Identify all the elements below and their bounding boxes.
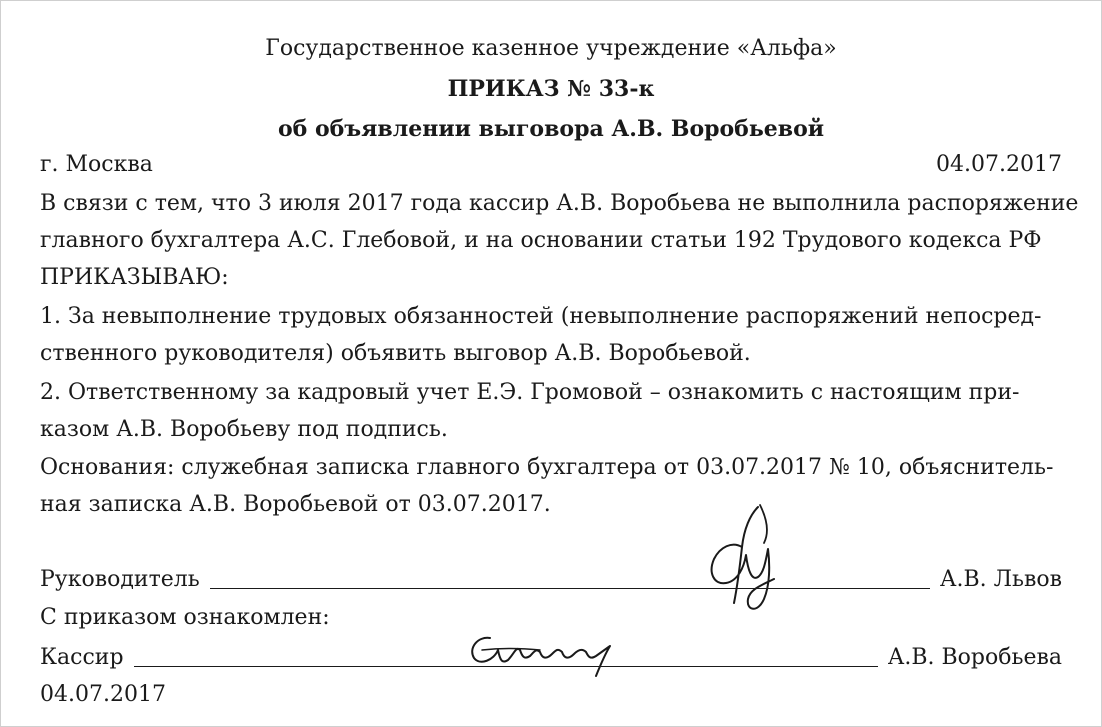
body-line: 1. За невыполнение трудовых обязанностей (невыполнение распоряжений непосред-	[40, 304, 1042, 329]
body-line: 2. Ответственному за кадровый учет Е.Э. Громовой – ознакомить с настоящим при-	[40, 380, 1020, 405]
acknowledgement-date: 04.07.2017	[40, 682, 166, 707]
order-title: ПРИКАЗ № 33-к	[447, 76, 655, 102]
order-date: 04.07.2017	[936, 152, 1062, 177]
head-signature-line	[210, 588, 930, 589]
order-subject: об объявлении выговора А.В. Воробьевой	[277, 116, 825, 142]
cashier-handwritten-signature-icon	[460, 620, 640, 680]
head-name: А.В. Львов	[939, 567, 1062, 592]
body-line: Основания: служебная записка главного бухгалтера от 03.07.2017 № 10, объяснитель-	[40, 455, 1054, 480]
acknowledgement-label: С приказом ознакомлен:	[40, 605, 330, 630]
body-line: ПРИКАЗЫВАЮ:	[40, 265, 229, 290]
body-line: В связи с тем, что 3 июля 2017 года кассир А.В. Воробьева не выполнила распоряжение	[40, 191, 1079, 216]
cashier-name: А.В. Воробьева	[887, 645, 1062, 670]
body-line: ная записка А.В. Воробьевой от 03.07.2017.	[40, 492, 551, 517]
head-handwritten-signature-icon	[680, 495, 810, 625]
city: г. Москва	[40, 152, 153, 177]
cashier-label: Кассир	[40, 645, 124, 670]
organization-name: Государственное казенное учреждение «Альфа»	[265, 36, 837, 61]
body-line: главного бухгалтера А.С. Глебовой, и на основании статьи 192 Трудового кодекса РФ	[40, 228, 1042, 253]
body-line: ственного руководителя) объявить выговор А.В. Воробьевой.	[40, 341, 751, 366]
head-label: Руководитель	[40, 567, 200, 592]
body-line: казом А.В. Воробьеву под подпись.	[40, 417, 448, 442]
head-signature-row	[40, 565, 1062, 595]
